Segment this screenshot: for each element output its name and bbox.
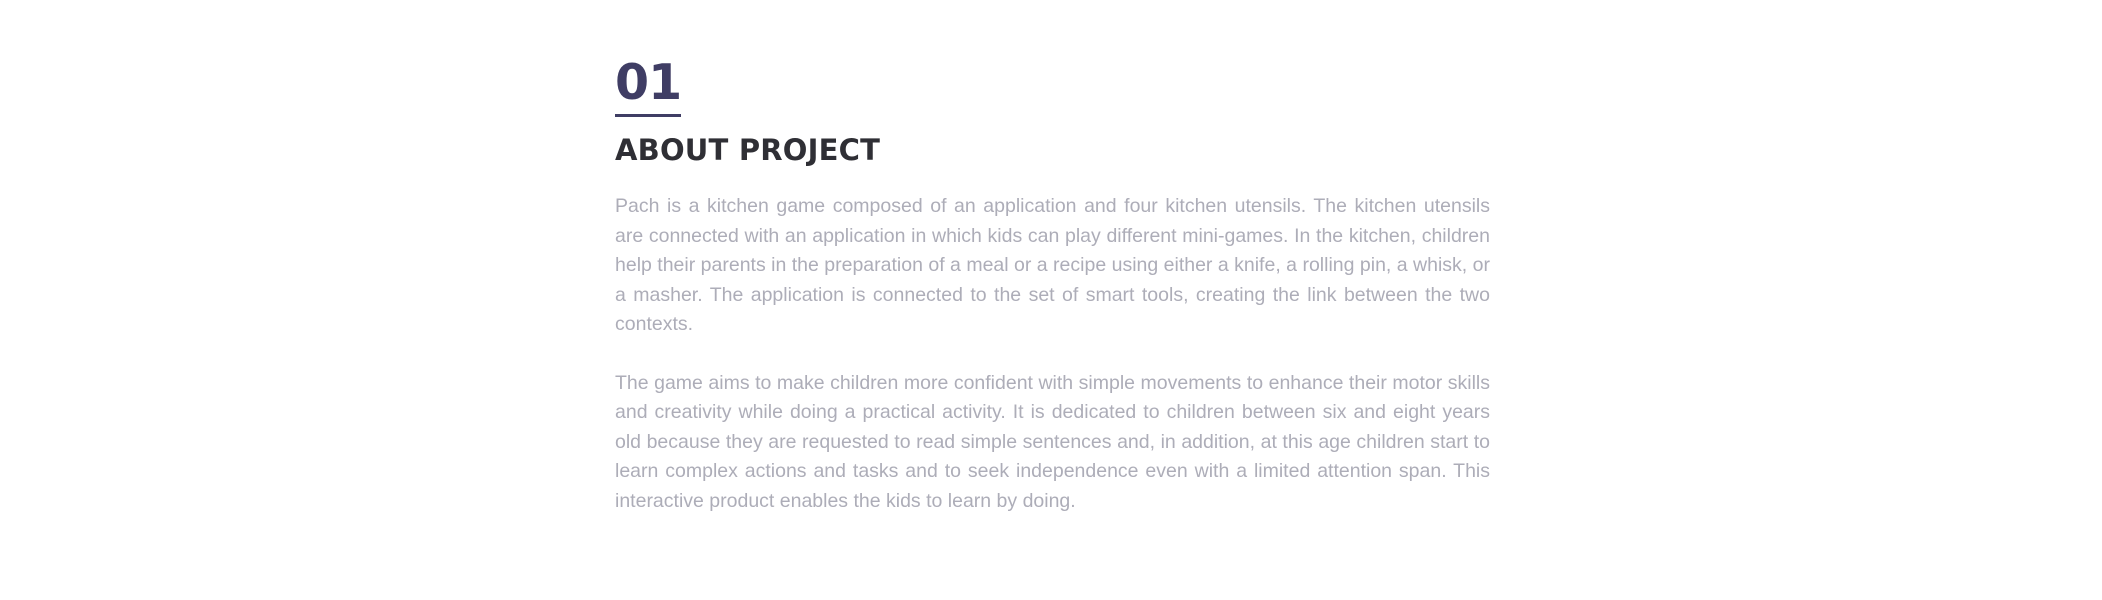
about-paragraph-2: The game aims to make children more confident with simple movements to enhance their motor skills and creativity while doing a practical activity. It is dedicated to children between six and eight years old because they are requested to read simple sentences and, in addition, at this age children start to learn complex actions and tasks and to seek independence even with a limited attention span. This interactive product enables the kids to learn by doing. xyxy=(615,371,1490,512)
about-paragraph-1: Pach is a kitchen game composed of an application and four kitchen utensils. The kitchen utensils are connected with an application in which kids can play different mini-games. In the kitchen, children help their parents in the preparation of a meal or a recipe using either a knife, a rolling pin, a whisk, or a masher. The application is connected to the set of smart tools, creating the link between the two contexts. xyxy=(615,195,1490,335)
page-title: ABOUT PROJECT xyxy=(615,133,881,167)
section-number: 01 xyxy=(615,58,681,117)
about-project-section xyxy=(613,54,1493,536)
